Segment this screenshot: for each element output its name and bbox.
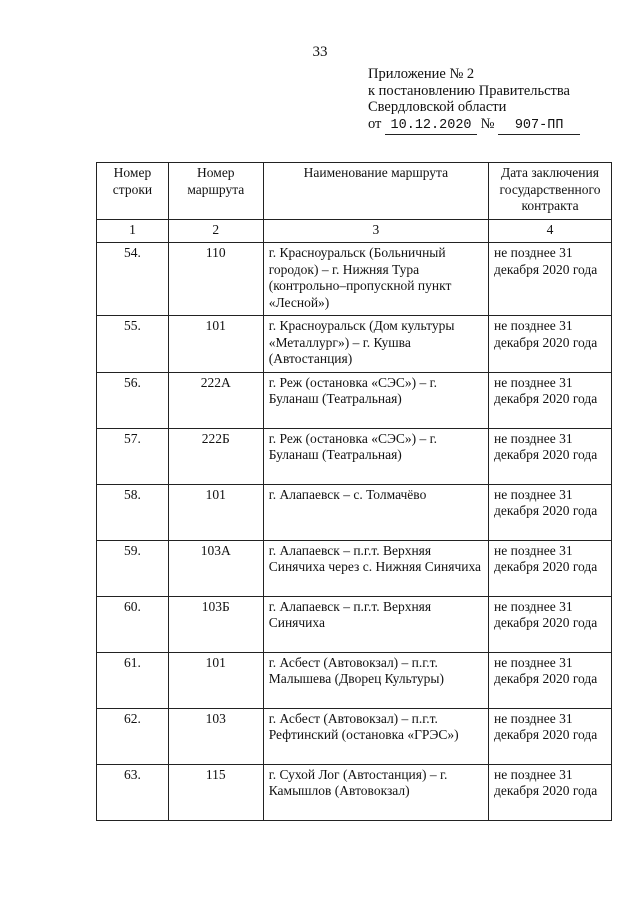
row-route-name: г. Асбест (Автовокзал) – п.г.т. Рефтинский (остановка «ГРЭС»): [263, 708, 488, 764]
row-contract-date: не позднее 31 декабря 2020 года: [489, 764, 612, 820]
row-line-number: 58.: [97, 484, 169, 540]
header-contract-date: Дата заключения государственного контракта: [489, 163, 612, 220]
row-line-number: 56.: [97, 372, 169, 428]
row-route-name: г. Алапаевск – п.г.т. Верхняя Синячиха: [263, 596, 488, 652]
from-label: от: [368, 115, 382, 132]
row-contract-date: не позднее 31 декабря 2020 года: [489, 243, 612, 316]
header-line-number: Номер строки: [97, 163, 169, 220]
row-route-number: 103А: [168, 540, 263, 596]
table-row: [97, 596, 612, 652]
row-line-number: 63.: [97, 764, 169, 820]
table-row: [97, 652, 612, 708]
row-route-name: г. Алапаевск – п.г.т. Верхняя Синячиха через с. Нижняя Синячиха: [263, 540, 488, 596]
appendix-region: Свердловской области: [368, 99, 507, 115]
header-route-number: Номер маршрута: [168, 163, 263, 220]
row-route-number: 101: [168, 316, 263, 373]
row-line-number: 61.: [97, 652, 169, 708]
row-line-number: 59.: [97, 540, 169, 596]
row-contract-date: не позднее 31 декабря 2020 года: [489, 372, 612, 428]
row-route-name: г. Красноуральск (Больничный городок) – г. Нижняя Тура (контрольно–пропускной пункт «Лесной»): [263, 243, 488, 316]
table-row: [97, 243, 612, 316]
row-route-name: г. Красноуральск (Дом культуры «Металлург») – г. Кушва (Автостанция): [263, 316, 488, 373]
resolution-number: 907-ПП: [498, 118, 580, 136]
table-row: [97, 708, 612, 764]
table-row: [97, 428, 612, 484]
row-route-number: 115: [168, 764, 263, 820]
row-route-name: г. Сухой Лог (Автостанция) – г. Камышлов (Автовокзал): [263, 764, 488, 820]
row-route-number: 110: [168, 243, 263, 316]
table-header-row: [97, 163, 612, 220]
row-line-number: 55.: [97, 316, 169, 373]
row-contract-date: не позднее 31 декабря 2020 года: [489, 652, 612, 708]
row-contract-date: не позднее 31 декабря 2020 года: [489, 540, 612, 596]
appendix-subtitle: к постановлению Правительства: [368, 82, 570, 99]
column-number-row: [97, 219, 612, 243]
page-number: 33: [312, 44, 328, 60]
row-route-number: 222А: [168, 372, 263, 428]
row-route-name: г. Реж (остановка «СЭС») – г. Буланаш (Театральная): [263, 428, 488, 484]
table-row: [97, 540, 612, 596]
row-line-number: 60.: [97, 596, 169, 652]
row-route-number: 101: [168, 484, 263, 540]
appendix-header: [368, 66, 580, 135]
table-row: [97, 764, 612, 820]
number-label: №: [480, 115, 495, 132]
row-line-number: 57.: [97, 428, 169, 484]
table-body: [97, 243, 612, 821]
table-row: [97, 372, 612, 428]
row-line-number: 62.: [97, 708, 169, 764]
row-route-name: г. Алапаевск – с. Толмачёво: [263, 484, 488, 540]
row-contract-date: не позднее 31 декабря 2020 года: [489, 484, 612, 540]
row-route-number: 222Б: [168, 428, 263, 484]
column-number: 2: [168, 219, 263, 243]
resolution-date: 10.12.2020: [385, 118, 477, 136]
appendix-title: Приложение № 2: [368, 66, 475, 82]
row-route-number: 101: [168, 652, 263, 708]
row-line-number: 54.: [97, 243, 169, 316]
column-number: 1: [97, 219, 169, 243]
row-contract-date: не позднее 31 декабря 2020 года: [489, 708, 612, 764]
row-contract-date: не позднее 31 декабря 2020 года: [489, 428, 612, 484]
appendix-date-line: [368, 116, 580, 136]
row-route-number: 103: [168, 708, 263, 764]
row-route-name: г. Асбест (Автовокзал) – п.г.т. Малышева (Дворец Культуры): [263, 652, 488, 708]
row-contract-date: не позднее 31 декабря 2020 года: [489, 596, 612, 652]
table-row: [97, 316, 612, 373]
row-route-number: 103Б: [168, 596, 263, 652]
column-number: 4: [489, 219, 612, 243]
routes-table: [96, 162, 612, 821]
table-row: [97, 484, 612, 540]
row-route-name: г. Реж (остановка «СЭС») – г. Буланаш (Театральная): [263, 372, 488, 428]
header-route-name: Наименование маршрута: [263, 163, 488, 220]
row-contract-date: не позднее 31 декабря 2020 года: [489, 316, 612, 373]
column-number: 3: [263, 219, 488, 243]
